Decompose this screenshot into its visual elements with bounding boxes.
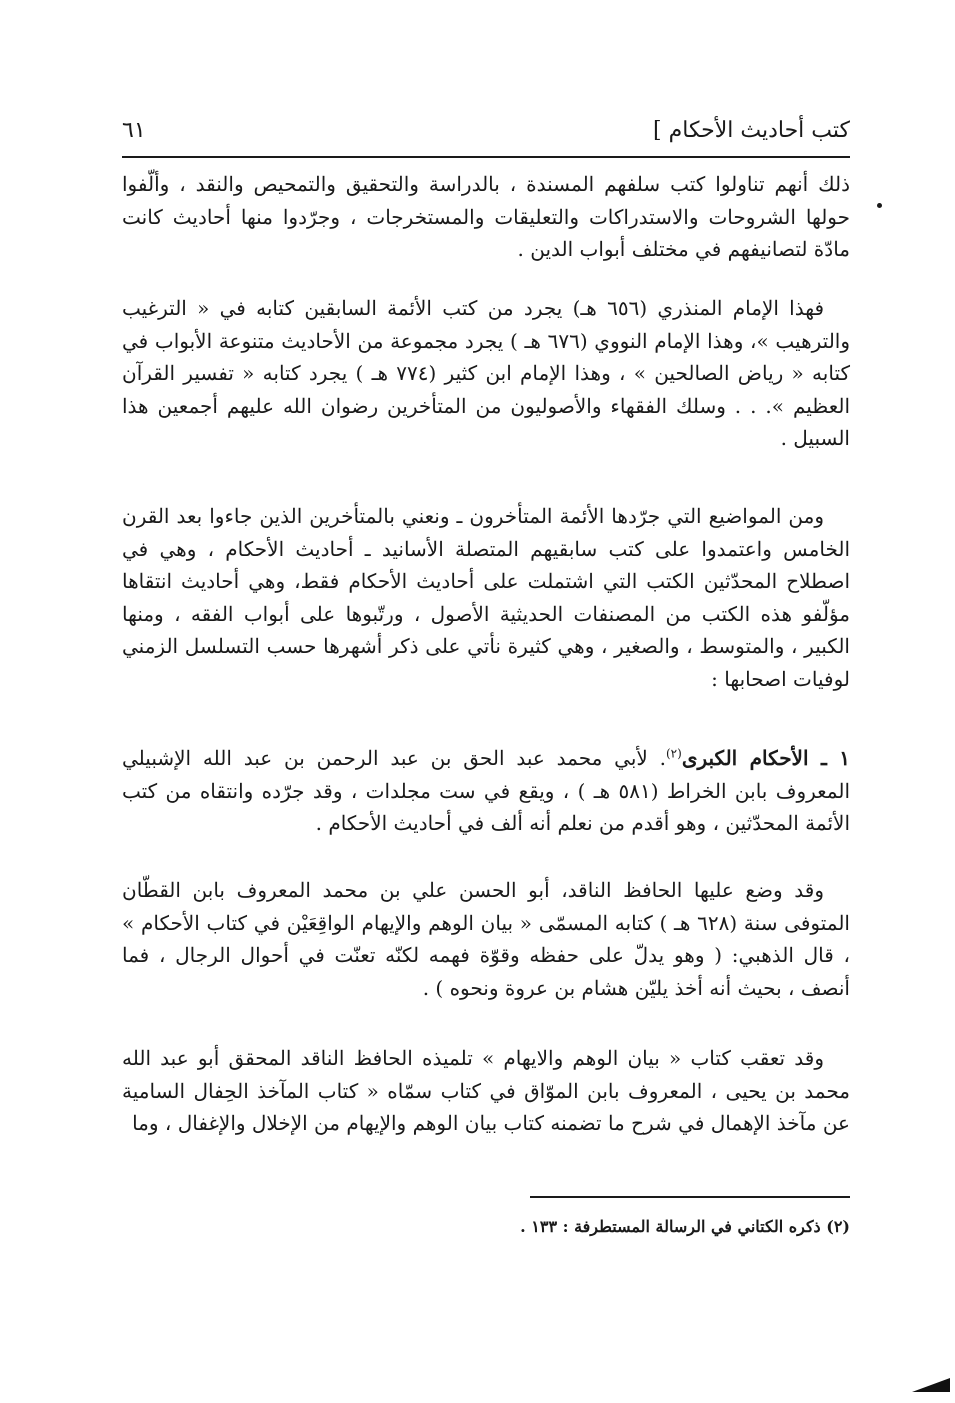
margin-dot [877,203,882,208]
item-1-text: . لأبي محمد عبد الحق بن عبد الرحمن بن عبد الله الإشبيلي المعروف بابن الخراط (٥٨١ هـ ) ، ويقع في ست مجلدات ، وقد جرّده وانتقاه من كتب الأئمة المحدّثين ، وهو أقدم من نعلم أنه ألف في أحاديث الأحكام . [122,746,850,835]
paragraph-3: ومن المواضيع التي جرّدها الأئمة المتأخرون ـ ونعني بالمتأخرين الذين جاءوا بعد القرن الخامس واعتمدوا على كتب سابقيهم المتصلة الأسانيد ـ أحاديث الأحكام ، وهي في اصطلاح المحدّثين الكتب التي اشتملت على أحاديث الأحكام فقط، وهي أحاديث انتقاها مؤلّفو هذه الكتب من المصنفات الحديثية الأصول ، ورتّبوها على أبواب الفقه ، ومنها الكبير ، والمتوسط ، والصغير ، وهي كثيرة نأتي على ذكر أشهرها حسب التسلسل الزمني لوفيات اصحابها : [122,504,850,691]
page-number: ٦١ [122,118,146,143]
footnote: (٢) ذكره الكتاني في الرسالة المستطرفة : ١٣٣ . [520,1217,850,1236]
running-header [122,112,850,152]
paragraph-3-block [122,500,850,695]
item-1-paragraph [122,742,850,840]
item-1-title: ١ ـ الأحكام الكبرى [681,746,851,770]
footnote-ref: (٢) [665,746,682,761]
paragraph-2: فهذا الإمام المنذري (٦٥٦ هـ) يجرد من كتب الأئمة السابقين كتابه في « الترغيب والترهيب »، وهذا الإمام النووي (٦٧٦ هـ ) يجرد مجموعة من الأحاديث متنوعة الأبواب في كتابه « رياض الصالحين » ، وهذا الإمام ابن كثير (٧٧٤ هـ ) يجرد كتابه « تفسير القرآن العظيم ». . . وسلك الفقهاء والأصوليون من المتأخرين رضوان الله عليهم أجمعين هذا السبيل . [122,296,851,450]
paragraph-5-block [122,874,850,1004]
paragraph-2-block [122,292,850,455]
header-title: كتب أحاديث الأحكام ] [653,118,850,143]
paragraph-1-block [122,168,850,266]
paragraph-6: وقد تعقب كتاب « بيان الوهم والايهام » تلميذه الحافظ الناقد المحقق أبو عبد الله محمد بن يحيى ، المعروف بابن الموّاق في كتاب سمّاه « كتاب المآخذ الحِفال السامية عن مآخذ الإهمال في شرح ما تضمنه كتاب بيان الوهم والإيهام من الإخلال والإغفال ، وما [122,1046,850,1135]
footnote-rule [530,1196,850,1198]
corner-mark [912,1378,950,1392]
paragraph-6-block [122,1042,850,1140]
header-rule [122,156,850,158]
paragraph-5: وقد وضع عليها الحافظ الناقد، أبو الحسن علي بن محمد المعروف بابن القطّان المتوفى سنة (٦٢٨ هـ ) كتابه المسمّى « بيان الوهم والإيهام الواقِعَيْن في كتاب الأحكام » ، قال الذهبي: ( وهو يدلّ على حفظه وقوّة فهمه لكنّه تعنّت في أحوال الرجال ، فما أنصف ، بحيث أنه أخذ يليّن هشام بن عروة ونحوه ) . [122,878,850,1000]
paragraph-1: ذلك أنهم تناولوا كتب سلفهم المسندة ، بالدراسة والتحقيق والتمحيص والنقد ، وألّفوا حولها الشروحات والاستدراكات والتعليقات والمستخرجات ، وجرّدوا منها أحاديث كانت مادّة لتصانيفهم في مختلف أبواب الدين . [122,172,850,261]
item-1-block [122,742,850,840]
